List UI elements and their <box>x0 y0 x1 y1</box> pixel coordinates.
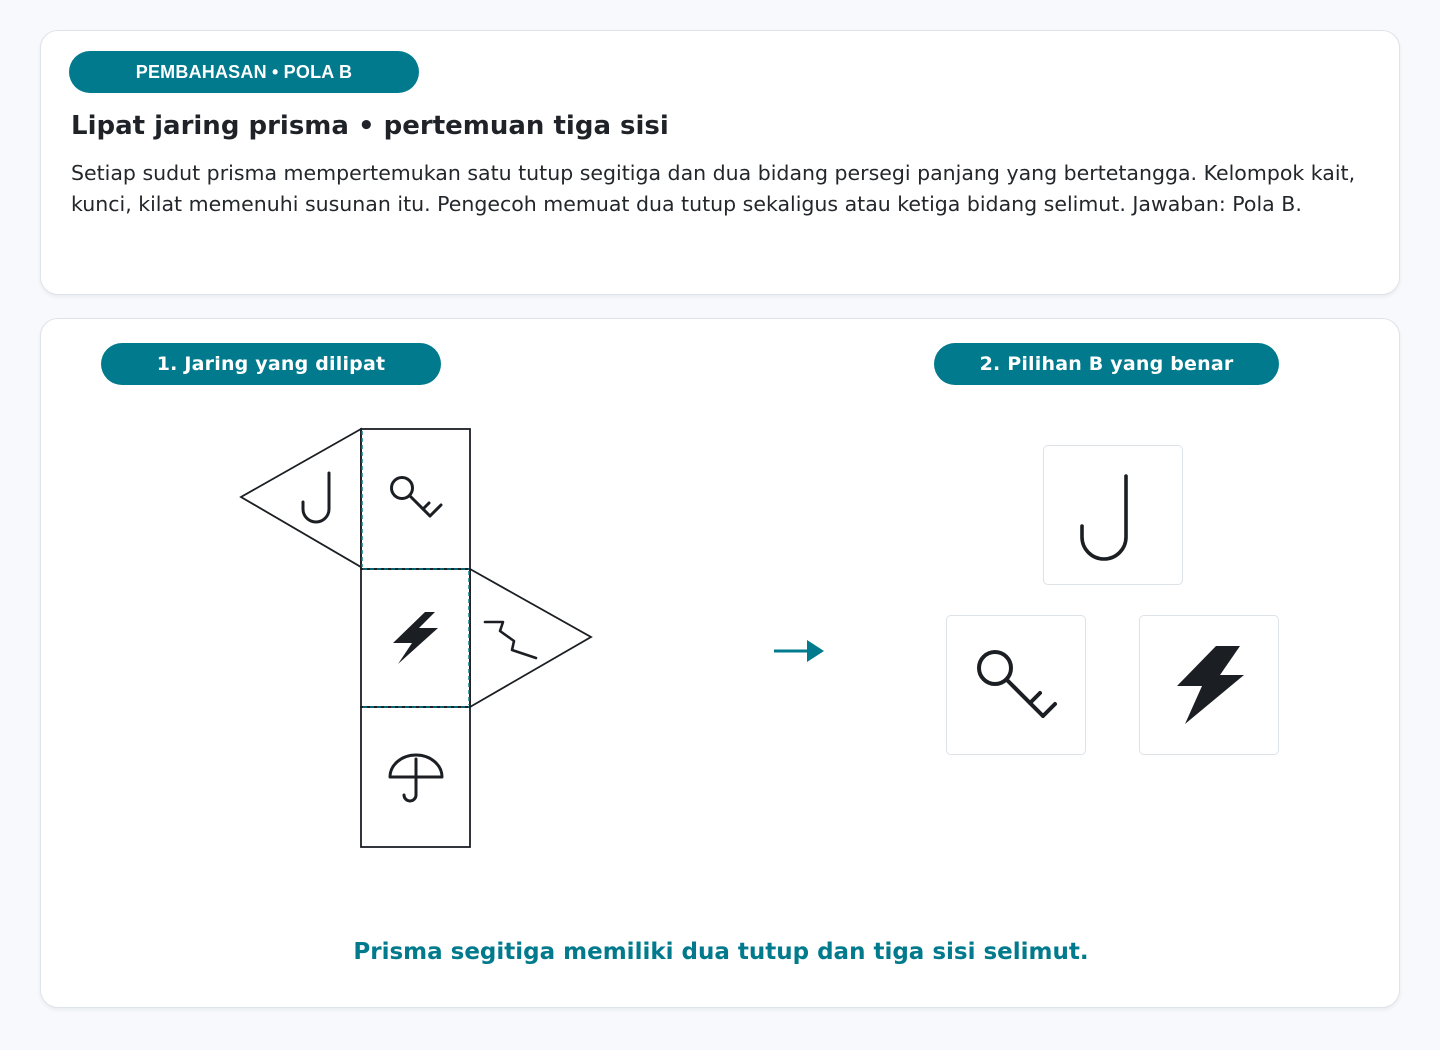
explanation-card <box>40 30 1400 295</box>
answer-tile-key <box>946 615 1086 755</box>
section-badge: PEMBAHASAN • POLA B <box>69 51 419 93</box>
answer-tile-hook <box>1043 445 1183 585</box>
hook-icon <box>303 473 329 522</box>
bolt-icon <box>1177 646 1244 724</box>
net-triangle-right <box>470 569 591 707</box>
net-triangle-left <box>241 429 361 567</box>
page-title: Lipat jaring prisma • pertemuan tiga sisi <box>71 111 669 141</box>
zigzag-icon <box>485 622 536 658</box>
hook-icon <box>1082 476 1126 559</box>
explanation-text: Setiap sudut prisma mempertemukan satu tutup segitiga dan dua bidang persegi panjang yang bertetangga. Kelompok kait, kunci, kilat memenuhi susunan itu. Pengecoh memuat dua tutup sekaligus atau ketiga bidang selimut. Jawaban: Pola B. <box>71 161 1356 216</box>
diagram-card <box>40 318 1400 1008</box>
umbrella-icon <box>390 755 442 801</box>
step-1-label: 1. Jaring yang dilipat <box>101 343 441 385</box>
arrow-right-icon <box>774 640 824 662</box>
bolt-icon <box>393 612 438 664</box>
answer-tile-bolt <box>1139 615 1279 755</box>
net-square-top <box>361 429 470 569</box>
diagram-caption: Prisma segitiga memiliki dua tutup dan tiga sisi selimut. <box>353 939 1089 965</box>
step-2-label: 2. Pilihan B yang benar <box>934 343 1279 385</box>
key-icon <box>979 652 1055 716</box>
key-icon <box>392 478 442 517</box>
